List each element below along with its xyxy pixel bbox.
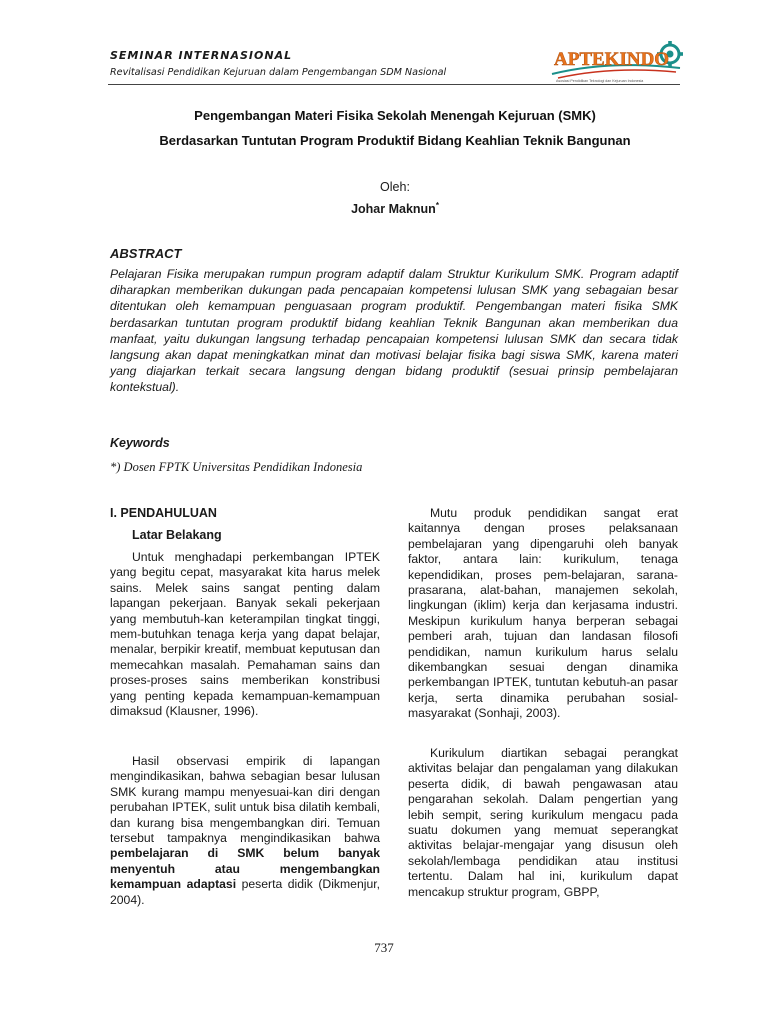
author-footnote-mark: * xyxy=(435,201,439,210)
aptekindo-logo xyxy=(548,38,688,84)
abstract-heading: ABSTRACT xyxy=(110,246,182,261)
right-paragraph-2: Kurikulum diartikan sebagai perangkat aktivitas belajar dan pengalaman yang dilakukan peserta didik, di bawah pengawasan atau pengarahan sekolah. Dalam pengertian yang lebih sempit, sering kurikulum mengacu pada suatu dokumen yang memuat seperangkat aktivitas belajar-mengajar yang disusun oleh sekolah/lembaga pendidikan atau institusi tertentu. Dalam hal ini, kurikulum dapat mencakup struktur program, GBPP, xyxy=(408,746,678,899)
author-name xyxy=(100,201,690,216)
logo-tagline: Asosiasi Pendidikan Teknologi dan Kejuruan Indonesia xyxy=(556,79,644,83)
logo-wordmark: APTEKINDO xyxy=(554,49,670,70)
byline-label: Oleh: xyxy=(380,180,410,194)
section-heading: I. PENDAHULUAN xyxy=(110,506,217,520)
aptekindo-logo-graphic xyxy=(548,38,688,84)
author-name-text: Johar Maknun xyxy=(351,202,436,217)
header-rule xyxy=(108,84,680,85)
abstract-text: Pelajaran Fisika merupakan rumpun program adaptif dalam Struktur Kurikulum SMK. Program adaptif diharapkan memberikan dukungan pada pencapaian kompetensi lulusan SMK yang sebagaian besar ditentukan oleh kemampuan penguasaan program produktif. Pengembangan materi fisika SMK berdasarkan tuntutan program produktif bidang keahlian Teknik Bangunan akan memberikan dua manfaat, yaitu dukungan langsung terhadap pencapaian kompetensi lulusan SMK dan secara tidak langsung akan dapat meningkatkan minat dan motivasi belajar fisika bagi siswa SMK, karena materi yang diajarkan terkait secara langsung dengan bidang produktif (sesuai prinsip pembelajaran kontekstual). xyxy=(110,267,678,395)
page-number: 737 xyxy=(374,940,394,955)
paper-title-line2: Berdasarkan Tuntutan Program Produktif Bidang Keahlian Teknik Bangunan xyxy=(159,133,631,148)
seminar-subtitle: Revitalisasi Pendidikan Kejuruan dalam Pengembangan SDM Nasional xyxy=(110,67,447,78)
seminar-title: SEMINAR INTERNASIONAL xyxy=(110,49,293,62)
left-paragraph-2 xyxy=(110,754,380,908)
left-paragraph-2-end: peserta didik (Dikmenjur, 2004). xyxy=(110,877,380,907)
left-paragraph-1: Untuk menghadapi perkembangan IPTEK yang begitu cepat, masyarakat kita harus melek sains. Melek sains sangat penting dalam lapangan pekerjaan. Banyak sekali pekerjaan yang membutuh-kan keterampilan tingkat tinggi, mem-butuhkan tenaga kerja yang dapat belajar, menalar, berpikir kreatif, membuat keputusan dan memecahkan masalah. Pemahaman sains dan proses-proses sains memberikan konstribusi yang penting kepada kemampuan-kemampuan dimaksud (Klausner, 1996). xyxy=(110,550,380,719)
keywords-heading: Keywords xyxy=(110,436,170,450)
paper-title-line1: Pengembangan Materi Fisika Sekolah Menengah Kejuruan (SMK) xyxy=(194,108,596,123)
left-paragraph-2-start: Hasil observasi empirik di lapangan mengindikasikan, bahwa sebagian besar lulusan SMK kurang mampu menyesuai-kan diri dengan perubahan IPTEK, sulit untuk bisa dilatih kembali, dan kurang bisa mengembangkan diri. Temuan tersebut tampaknya mengindikasikan bahwa xyxy=(110,754,380,846)
left-paragraph-2-emphasis: pembelajaran di SMK belum banyak menyentuh atau mengembangkan kemampuan adaptasi xyxy=(110,846,380,892)
subsection-heading: Latar Belakang xyxy=(132,528,222,542)
author-footnote: *) Dosen FPTK Universitas Pendidikan Indonesia xyxy=(110,460,363,474)
right-paragraph-1: Mutu produk pendidikan sangat erat kaitannya dengan proses pelaksanaan pembelajaran yang dipengaruhi oleh banyak faktor, antara lain: kurikulum, tenaga kependidikan, proses pem-belajaran, sarana-prasarana, alat-bahan, manajemen sekolah, lingkungan (iklim) kerja dan kerjasama industri. Meskipun kurikulum hanya berperan sebagai pemberi arah, tujuan dan landasan filosofi pendidikan, namun kurikulum harus selalu dikembangkan sesuai dengan dinamika perkembangan IPTEK, tuntutan kebutuh-an pasar kerja, serta dinamika perubahan sosial-masyarakat (Sonhaji, 2003). xyxy=(408,506,678,721)
